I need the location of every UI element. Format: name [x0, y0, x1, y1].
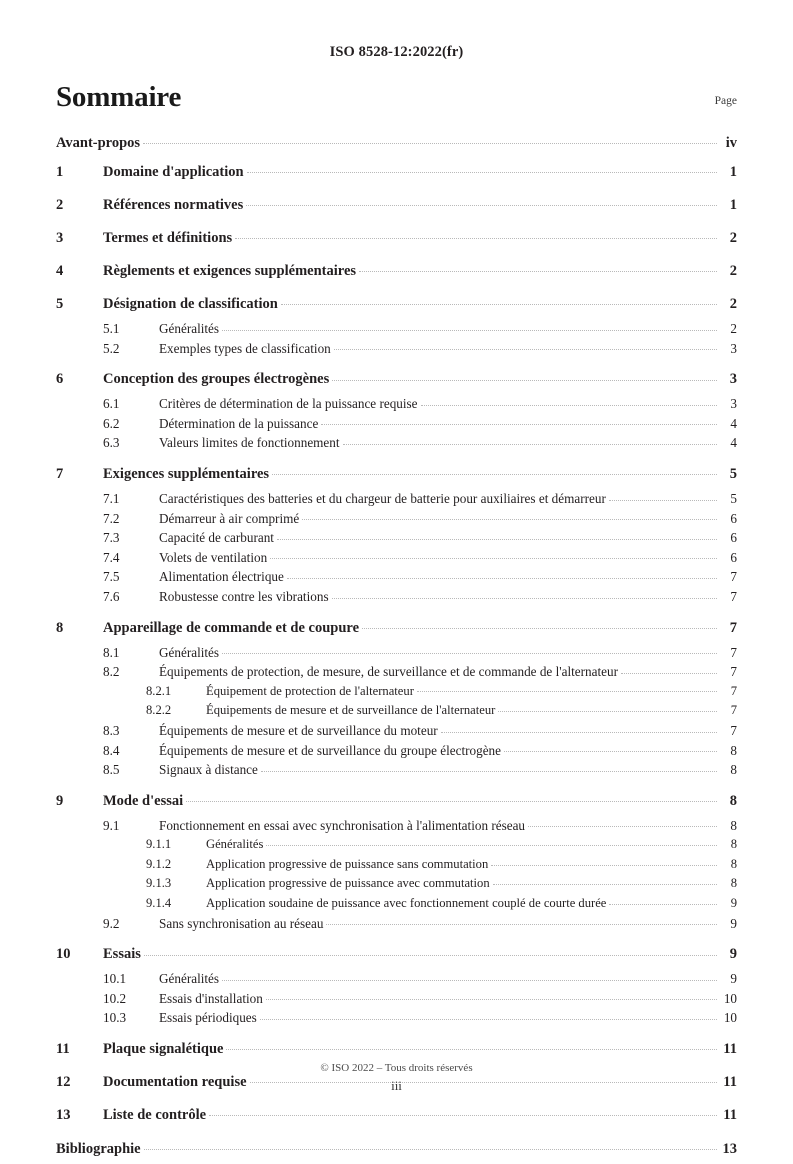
toc-entry-number: 8.2.1 — [146, 683, 172, 698]
table-of-contents — [56, 128, 737, 1164]
toc-entry-page: 9 — [730, 971, 737, 987]
toc-entry[interactable] — [56, 460, 737, 489]
toc-entry-page: 11 — [723, 1107, 737, 1124]
toc-dot-leader — [621, 663, 717, 676]
toc-dot-leader — [362, 617, 717, 632]
toc-dot-leader — [421, 395, 717, 408]
toc-entry-number: 11 — [56, 1041, 70, 1058]
toc-entry-number: 7.3 — [103, 530, 120, 546]
toc-entry[interactable] — [56, 741, 737, 761]
toc-entry-number: 6.1 — [103, 396, 120, 412]
toc-entry-title[interactable]: Documentation requise — [103, 1074, 247, 1091]
toc-entry-page: 7 — [730, 588, 737, 604]
toc-entry-title[interactable]: Signaux à distance — [159, 762, 258, 778]
toc-dot-leader — [359, 261, 717, 276]
toc-entry-title[interactable]: Termes et définitions — [103, 230, 233, 246]
toc-entry-page: 3 — [729, 371, 737, 388]
toc-entry-number: 3 — [56, 230, 64, 246]
toc-entry[interactable] — [56, 682, 737, 702]
toc-dot-leader — [343, 434, 717, 447]
toc-entry-page: 6 — [730, 549, 737, 565]
toc-entry-number: 7.4 — [103, 549, 120, 565]
toc-entry-title[interactable]: Généralités — [159, 971, 220, 987]
toc-dot-leader — [266, 990, 717, 1003]
toc-entry-title[interactable]: Robustesse contre les vibrations — [159, 588, 329, 604]
toc-entry-page: 2 — [729, 230, 737, 246]
toc-dot-leader — [222, 970, 717, 983]
toc-entry-page: 8 — [730, 837, 737, 852]
toc-entry-number: 6.2 — [103, 415, 120, 431]
toc-entry-title[interactable]: Essais — [103, 946, 141, 963]
toc-dot-leader — [222, 643, 717, 656]
toc-entry-title[interactable]: Conception des groupes électrogènes — [103, 371, 330, 388]
toc-entry-number: 5.2 — [103, 340, 120, 356]
toc-dot-leader — [226, 1039, 717, 1054]
toc-entry-page: 9 — [730, 896, 737, 911]
toc-entry[interactable] — [56, 319, 737, 339]
toc-entry-page: 2 — [729, 263, 737, 279]
toc-entry-number: 8.5 — [103, 762, 120, 778]
toc-entry-page: 8 — [730, 817, 737, 833]
toc-entry-number: 10.2 — [103, 990, 127, 1006]
toc-entry-page: 7 — [729, 619, 737, 636]
toc-entry-title[interactable]: Avant-propos — [56, 135, 141, 151]
toc-entry-page: 5 — [729, 465, 737, 482]
toc-dot-leader — [281, 294, 717, 309]
toc-entry-title[interactable]: Capacité de carburant — [159, 530, 274, 546]
toc-entry[interactable] — [56, 760, 737, 780]
toc-entry-title[interactable]: Application progressive de puissance avec commutation — [206, 876, 490, 891]
toc-dot-leader — [209, 1105, 717, 1120]
toc-entry-number: 7.2 — [103, 510, 120, 526]
toc-title-row — [56, 80, 737, 120]
toc-dot-leader — [491, 855, 717, 868]
toc-entry-number: 12 — [56, 1074, 71, 1091]
toc-entry-number: 9.2 — [103, 915, 120, 931]
toc-entry-page: 4 — [730, 415, 737, 431]
toc-dot-leader — [186, 790, 717, 805]
toc-dot-leader — [272, 463, 717, 478]
toc-entry[interactable] — [56, 816, 737, 836]
toc-entry[interactable] — [56, 191, 737, 220]
toc-entry-page: 4 — [730, 435, 737, 451]
toc-entry-title[interactable]: Détermination de la puissance — [159, 415, 319, 431]
toc-entry-page: 8 — [730, 762, 737, 778]
toc-entry-title[interactable]: Règlements et exigences supplémentaires — [103, 263, 357, 279]
toc-entry-number: 7 — [56, 465, 64, 482]
toc-entry-number: 8.2.2 — [146, 703, 172, 718]
toc-entry-page: 6 — [730, 510, 737, 526]
toc-dot-leader — [441, 722, 717, 735]
toc-entry[interactable] — [56, 874, 737, 894]
toc-entry-title[interactable]: Sans synchronisation au réseau — [159, 915, 324, 931]
toc-entry-page: 8 — [729, 792, 737, 809]
toc-entry-title[interactable]: Critères de détermination de la puissance requise — [159, 396, 418, 412]
toc-entry-title[interactable]: Généralités — [159, 644, 220, 660]
toc-dot-leader — [270, 549, 717, 562]
toc-entry-page: 7 — [730, 683, 737, 698]
toc-entry-page: 11 — [723, 1074, 737, 1091]
toc-entry[interactable] — [56, 528, 737, 548]
toc-entry-title[interactable]: Démarreur à air comprimé — [159, 510, 300, 526]
toc-entry[interactable] — [56, 1008, 737, 1028]
toc-entry-page: iv — [725, 135, 737, 151]
toc-dot-leader — [334, 339, 717, 352]
toc-entry[interactable] — [56, 643, 737, 663]
toc-entry-title[interactable]: Équipements de protection, de mesure, de surveillance et de commande de l'alternateur — [159, 664, 618, 680]
toc-entry-number: 4 — [56, 263, 64, 279]
toc-entry-number: 9 — [56, 792, 64, 809]
toc-dot-leader — [143, 133, 717, 148]
toc-dot-leader — [246, 195, 717, 210]
toc-entry-number: 8.4 — [103, 742, 120, 758]
toc-entry-number: 10 — [56, 946, 71, 963]
toc-entry-title[interactable]: Fonctionnement en essai avec synchronisation à l'alimentation réseau — [159, 817, 526, 833]
toc-entry-title[interactable]: Mode d'essai — [103, 792, 184, 809]
toc-entry-page: 13 — [722, 1141, 737, 1158]
toc-dot-leader — [498, 702, 717, 715]
toc-entry-number: 9.1 — [103, 817, 120, 833]
toc-entry-title[interactable]: Caractéristiques des batteries et du chargeur de batterie pour auxiliaires et démarreur — [159, 490, 606, 506]
toc-entry-title[interactable]: Liste de contrôle — [103, 1107, 207, 1124]
toc-entry[interactable] — [56, 365, 737, 394]
toc-dot-leader — [493, 875, 717, 888]
toc-entry[interactable] — [56, 509, 737, 529]
toc-entry-number: 7.1 — [103, 490, 120, 506]
toc-entry-number: 9.1.2 — [146, 856, 172, 871]
toc-entry-page: 8 — [730, 856, 737, 871]
toc-entry[interactable] — [56, 701, 737, 721]
toc-entry-page: 2 — [729, 296, 737, 312]
toc-entry-page: 1 — [729, 164, 737, 180]
toc-entry-title[interactable]: Essais périodiques — [159, 1010, 257, 1026]
toc-entry-title[interactable]: Exigences supplémentaires — [103, 465, 270, 482]
toc-entry-title[interactable]: Équipements de mesure et de surveillance du moteur — [159, 722, 438, 738]
toc-entry-title[interactable]: Références normatives — [103, 197, 244, 213]
toc-entry-title[interactable]: Alimentation électrique — [159, 569, 284, 585]
toc-entry[interactable] — [56, 290, 737, 319]
toc-entry[interactable] — [56, 894, 737, 914]
toc-dot-leader — [235, 228, 717, 243]
toc-entry-number: 2 — [56, 197, 64, 213]
toc-entry-number: 6 — [56, 371, 64, 388]
toc-entry[interactable] — [56, 587, 737, 607]
toc-entry[interactable] — [56, 969, 737, 989]
toc-entry[interactable] — [56, 662, 737, 682]
toc-entry-page: 3 — [730, 396, 737, 412]
toc-entry[interactable] — [56, 614, 737, 643]
toc-entry-number: 5 — [56, 296, 64, 312]
page-title: Sommaire — [56, 81, 182, 113]
toc-entry-page: 7 — [730, 703, 737, 718]
toc-entry-title[interactable]: Équipements de mesure et de surveillance de l'alternateur — [206, 703, 496, 718]
page-folio: iii — [391, 1078, 402, 1093]
page-footer — [0, 1060, 793, 1096]
toc-entry[interactable] — [56, 548, 737, 568]
toc-entry[interactable] — [56, 855, 737, 875]
toc-dot-leader — [417, 682, 717, 695]
toc-dot-leader — [609, 894, 717, 907]
toc-dot-leader — [144, 1139, 717, 1154]
toc-entry[interactable] — [56, 1134, 737, 1164]
toc-entry-number: 13 — [56, 1107, 71, 1124]
toc-entry[interactable] — [56, 787, 737, 816]
toc-entry-title[interactable]: Exemples types de classification — [159, 340, 331, 356]
toc-entry-page: 7 — [730, 664, 737, 680]
toc-entry-page: 9 — [729, 946, 737, 963]
toc-entry-title[interactable]: Application soudaine de puissance avec fonctionnement couplé de courte durée — [206, 896, 607, 911]
toc-entry-number: 8.1 — [103, 644, 120, 660]
toc-entry[interactable] — [56, 394, 737, 414]
toc-dot-leader — [332, 369, 717, 384]
toc-entry-page: 8 — [730, 742, 737, 758]
toc-entry-page: 8 — [730, 876, 737, 891]
toc-dot-leader — [222, 320, 717, 333]
toc-entry[interactable] — [56, 989, 737, 1009]
toc-entry[interactable] — [56, 835, 737, 855]
toc-dot-leader — [609, 490, 717, 503]
toc-dot-leader — [261, 761, 717, 774]
toc-entry[interactable] — [56, 721, 737, 741]
toc-entry[interactable] — [56, 158, 737, 187]
toc-entry[interactable] — [56, 489, 737, 509]
toc-entry-number: 7.6 — [103, 588, 120, 604]
toc-entry-number: 8.3 — [103, 722, 120, 738]
toc-dot-leader — [260, 1009, 717, 1022]
toc-entry-title[interactable]: Équipements de mesure et de surveillance du groupe électrogène — [159, 742, 502, 758]
toc-entry-title[interactable]: Généralités — [206, 837, 264, 852]
toc-entry-number: 6.3 — [103, 435, 120, 451]
toc-dot-leader — [326, 914, 717, 927]
copyright-notice: © ISO 2022 – Tous droits réservés — [320, 1062, 473, 1074]
toc-entry-number: 7.5 — [103, 569, 120, 585]
toc-entry-number: 8 — [56, 619, 64, 636]
toc-dot-leader — [277, 529, 717, 542]
toc-entry-page: 11 — [723, 1041, 737, 1058]
toc-entry-page: 6 — [730, 530, 737, 546]
toc-entry-title[interactable]: Valeurs limites de fonctionnement — [159, 435, 340, 451]
toc-entry[interactable] — [56, 567, 737, 587]
toc-entry[interactable] — [56, 940, 737, 969]
toc-entry[interactable] — [56, 914, 737, 934]
toc-entry-number: 1 — [56, 164, 64, 180]
toc-entry-title[interactable]: Appareillage de commande et de coupure — [103, 619, 360, 636]
toc-entry[interactable] — [56, 414, 737, 434]
toc-dot-leader — [266, 836, 717, 849]
toc-entry-title[interactable]: Plaque signalétique — [103, 1041, 224, 1058]
toc-entry-title[interactable]: Application progressive de puissance sans commutation — [206, 856, 489, 871]
toc-dot-leader — [528, 817, 717, 830]
toc-entry-number: 8.2 — [103, 664, 120, 680]
toc-entry-title[interactable]: Équipement de protection de l'alternateur — [206, 683, 414, 698]
toc-dot-leader — [247, 162, 717, 177]
toc-entry-number: 9.1.4 — [146, 896, 172, 911]
toc-entry-number: 10.1 — [103, 971, 127, 987]
toc-entry-page: 7 — [730, 644, 737, 660]
toc-entry[interactable] — [56, 257, 737, 286]
toc-entry[interactable] — [56, 224, 737, 253]
running-header: ISO 8528-12:2022(fr) — [329, 44, 464, 60]
toc-entry-title[interactable]: Généralités — [159, 321, 220, 336]
toc-entry[interactable] — [56, 128, 737, 158]
toc-dot-leader — [504, 741, 717, 754]
toc-entry-title[interactable]: Volets de ventilation — [159, 549, 268, 565]
toc-entry[interactable] — [56, 339, 737, 359]
toc-entry-page: 7 — [730, 722, 737, 738]
toc-entry-page: 7 — [730, 569, 737, 585]
toc-dot-leader — [302, 509, 717, 522]
toc-entry-title[interactable]: Désignation de classification — [103, 296, 278, 312]
toc-entry[interactable] — [56, 433, 737, 453]
toc-entry-page: 1 — [729, 197, 737, 213]
toc-dot-leader — [144, 944, 717, 959]
toc-entry-page: 10 — [723, 990, 737, 1006]
toc-entry-number: 9.1.3 — [146, 876, 172, 891]
toc-entry-page: 9 — [730, 915, 737, 931]
toc-entry-number: 9.1.1 — [146, 837, 172, 852]
toc-dot-leader — [332, 588, 717, 601]
toc-entry-page: 2 — [730, 321, 737, 336]
toc-entry-number: 5.1 — [103, 321, 120, 336]
toc-entry-page: 10 — [723, 1010, 737, 1026]
toc-dot-leader — [287, 568, 717, 581]
toc-entry[interactable] — [56, 1101, 737, 1130]
toc-entry-title[interactable]: Essais d'installation — [159, 990, 263, 1006]
toc-entry-title[interactable]: Domaine d'application — [103, 164, 244, 180]
toc-dot-leader — [321, 415, 717, 428]
toc-entry-number: 10.3 — [103, 1010, 127, 1026]
toc-entry-title[interactable]: Bibliographie — [56, 1141, 141, 1158]
page-column-label: Page — [714, 95, 737, 107]
toc-entry-page: 3 — [730, 340, 737, 356]
toc-entry-page: 5 — [730, 490, 737, 506]
